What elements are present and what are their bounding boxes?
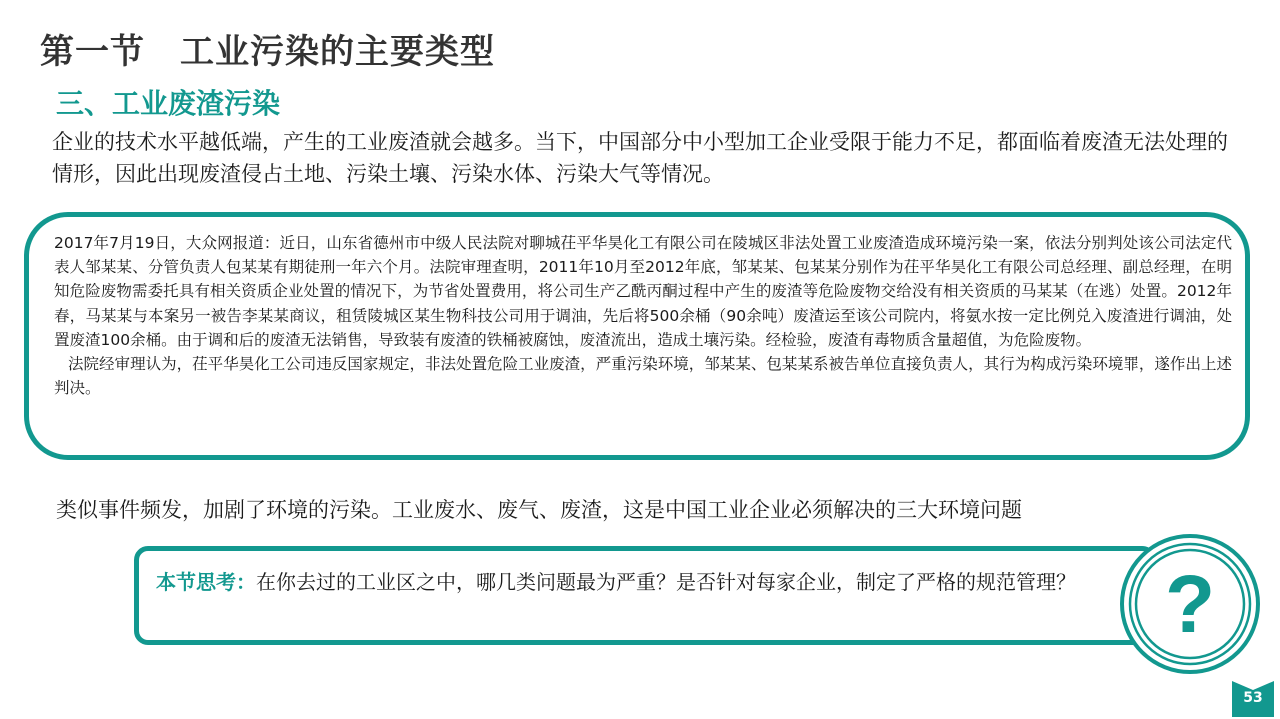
thinking-question: 在你去过的工业区之中，哪几类问题最为严重？是否针对每家企业，制定了严格的规范管理？ bbox=[256, 570, 1076, 594]
page-number: 53 bbox=[1243, 690, 1263, 706]
case-study-text bbox=[54, 231, 1232, 400]
question-mark-icon bbox=[1116, 530, 1264, 678]
thinking-label: 本节思考： bbox=[156, 570, 256, 594]
summary-text: 类似事件频发，加剧了环境的污染。工业废水、废气、废渣，这是中国工业企业必须解决的三大环境问题 bbox=[56, 498, 1022, 522]
intro-paragraph: 企业的技术水平越低端，产生的工业废渣就会越多。当下，中国部分中小型加工企业受限于能力不足，都面临着废渣无法处理的情形，因此出现废渣侵占土地、污染土壤、污染水体、污染大气等情况。 bbox=[52, 130, 1228, 186]
slide-title: 第一节 工业污染的主要类型 bbox=[40, 32, 495, 72]
case-study-paragraph: 2017年7月19日，大众网报道：近日，山东省德州市中级人民法院对聊城茌平华昊化工有限公司在陵城区非法处置工业废渣造成环境污染一案，依法分别判处该公司法定代表人邹某某、分管负责人包某某有期徒刑一年六个月。法院审理查明，2011年10月至2012年底，邹某某、包某某分别作为茌平华昊化工有限公司总经理、副总经理，在明知危险废物需委托具有相关资质企业处置的情况下，为节省处置费用，将公司生产乙酰丙酮过程中产生的废渣等危险废物交给没有相关资质的马某某（在逃）处置。2012年春，马某某与本案另一被告李某某商议，租赁陵城区某生物科技公司用于调油，先后将500余桶（90余吨）废渣运至该公司院内，将氨水按一定比例兑入废渣进行调油，处置废渣100余桶。由于调和后的废渣无法销售，导致装有废渣的铁桶被腐蚀，废渣流出，造成土壤污染。经检验，废渣有毒物质含量超值，为危险废物。 bbox=[54, 234, 1232, 349]
case-study-paragraph: 法院经审理认为，茌平华昊化工公司违反国家规定，非法处置危险工业废渣，严重污染环境，邹某某、包某某系被告单位直接负责人，其行为构成污染环境罪，遂作出上述判决。 bbox=[54, 355, 1232, 398]
thinking-text bbox=[156, 566, 1096, 598]
section-title: 三、工业废渣污染 bbox=[56, 87, 281, 120]
badge-question-glyph: ? bbox=[1164, 559, 1216, 650]
